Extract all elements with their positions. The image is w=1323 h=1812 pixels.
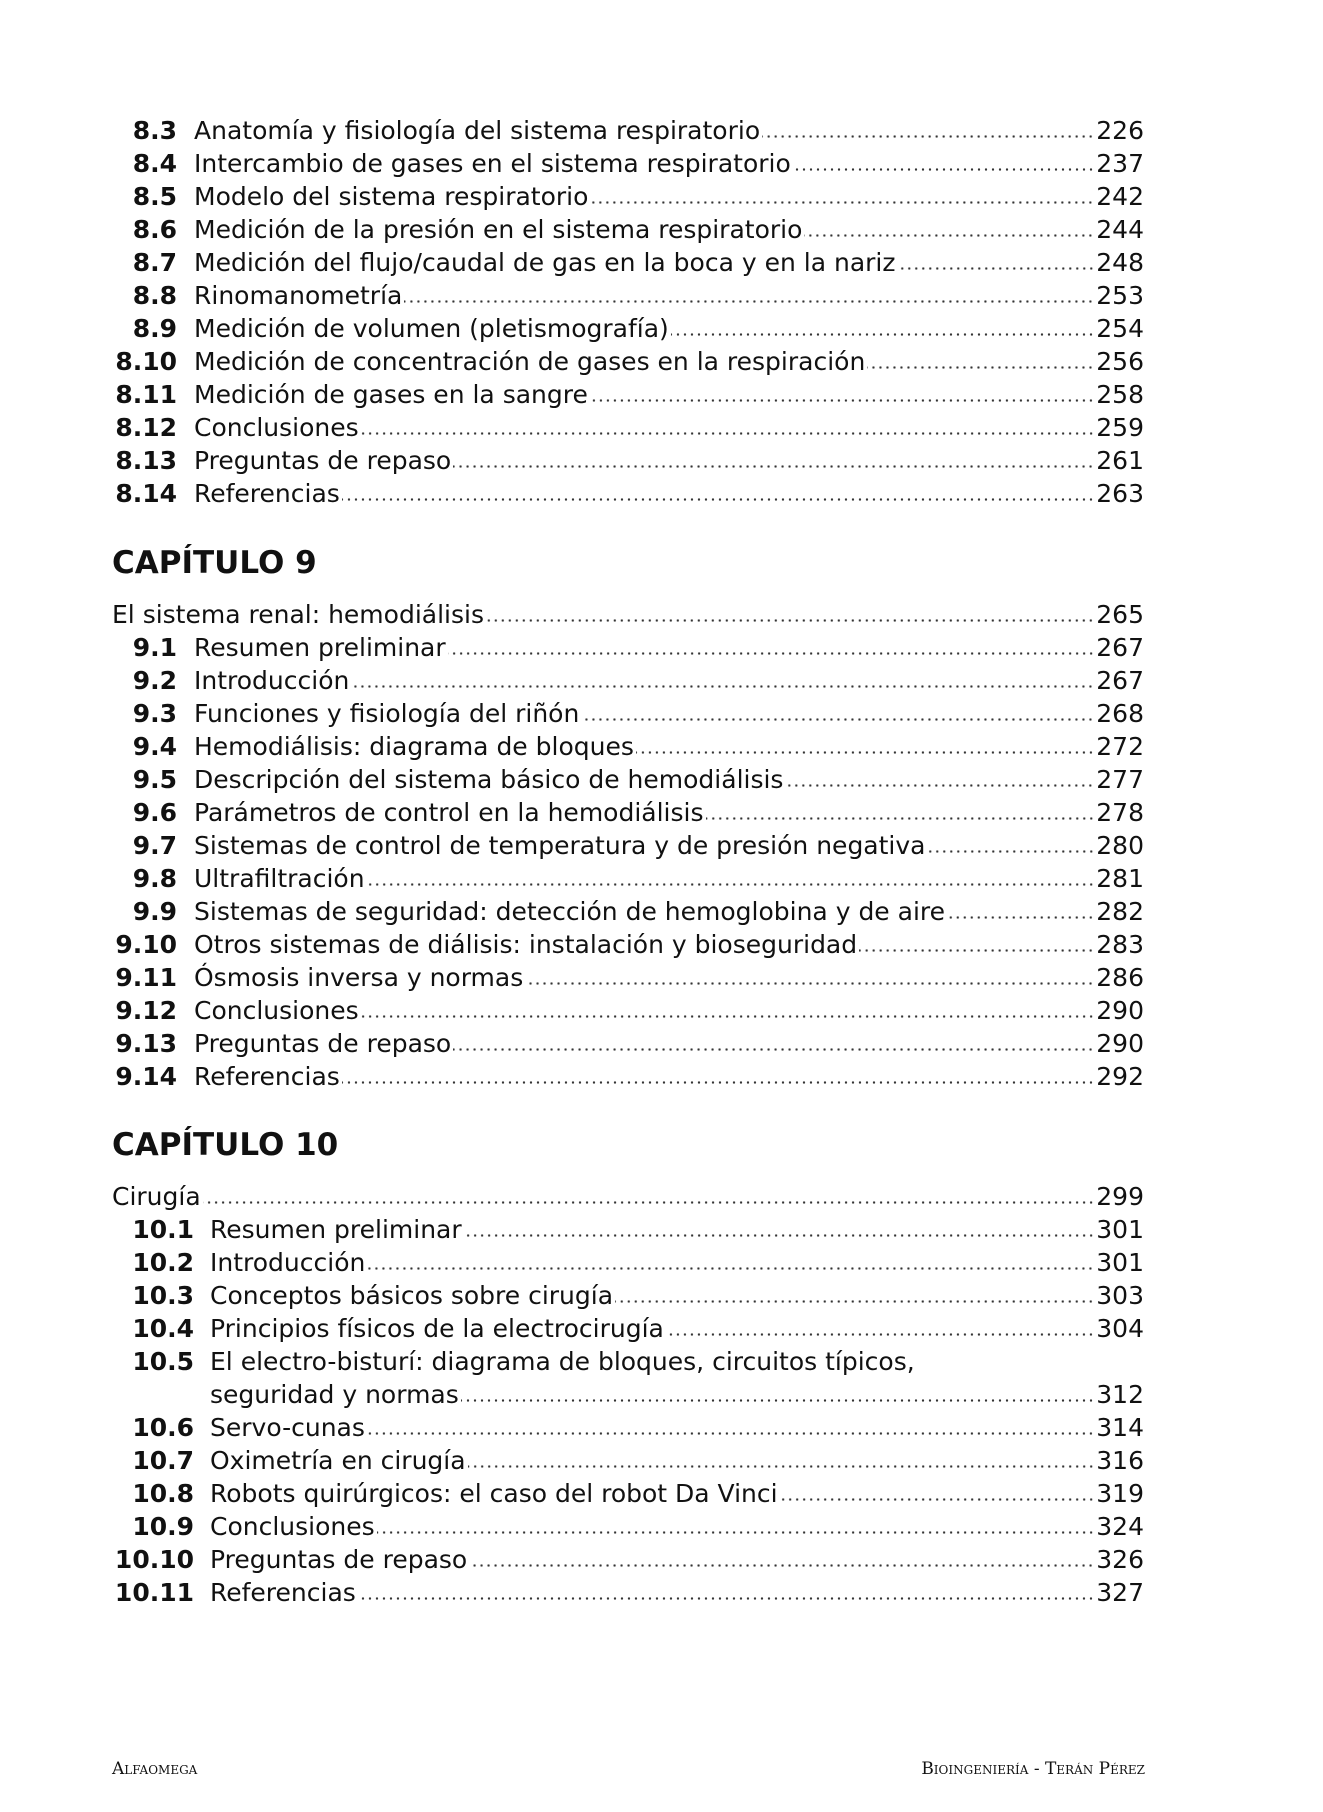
dot-leader	[581, 717, 1094, 722]
dot-leader	[486, 618, 1094, 623]
toc-entry	[112, 312, 1144, 345]
toc-entry-number: 10.10	[114, 1545, 194, 1574]
toc-entry-title: Sistemas de seguridad: detección de hemoglobina y de aire	[194, 897, 946, 926]
toc-entry-title: Cirugía	[112, 1182, 201, 1211]
toc-entry-page: 244	[1096, 215, 1144, 244]
toc-entry-page: 258	[1096, 380, 1144, 409]
dot-leader	[468, 1464, 1095, 1469]
toc-entry-title: Conclusiones	[194, 413, 359, 442]
toc-entry	[112, 147, 1144, 180]
toc-entry-continuation	[112, 1378, 1144, 1411]
toc-entry	[112, 1246, 1144, 1279]
toc-entry-number: 8.13	[115, 446, 177, 475]
toc-entry-number: 8.6	[132, 215, 177, 244]
toc-entry-number: 10.1	[132, 1215, 194, 1244]
dot-leader	[351, 684, 1094, 689]
toc-entry-title: Referencias	[210, 1578, 356, 1607]
toc-entry-page: 267	[1096, 666, 1144, 695]
dot-leader	[453, 464, 1094, 469]
toc-entry-number: 10.11	[114, 1578, 194, 1607]
toc-entry-title: Descripción del sistema básico de hemodiálisis	[194, 765, 784, 794]
toc-entry	[112, 961, 1144, 994]
toc-entry-page: 281	[1096, 864, 1144, 893]
dot-leader	[367, 1266, 1094, 1271]
toc-entry-number: 8.12	[115, 413, 177, 442]
dot-leader	[461, 1398, 1095, 1403]
toc-entry	[112, 1312, 1144, 1345]
toc-entry	[112, 796, 1144, 829]
toc-entry-number: 9.7	[132, 831, 177, 860]
dot-leader	[947, 915, 1094, 920]
dot-leader	[859, 948, 1094, 953]
toc-entry-number: 9.4	[132, 732, 177, 761]
toc-entry-title: Ósmosis inversa y normas	[194, 963, 524, 992]
toc-entry	[112, 477, 1144, 510]
toc-entry-title: Conclusiones	[194, 996, 359, 1025]
toc-entry	[112, 994, 1144, 1027]
toc-entry-page: 226	[1096, 116, 1144, 145]
toc-entry-number: 10.7	[132, 1446, 194, 1475]
footer-book-author: Bioingeniería - Terán Pérez	[921, 1759, 1145, 1779]
dot-leader	[377, 1530, 1095, 1535]
toc-entry-page: 304	[1096, 1314, 1144, 1343]
dot-leader	[671, 332, 1094, 337]
toc-entry-title: Intercambio de gases en el sistema respiratorio	[194, 149, 791, 178]
toc-entry	[112, 1213, 1144, 1246]
toc-entry-title: Medición de concentración de gases en la respiración	[194, 347, 866, 376]
toc-entry-page: 277	[1096, 765, 1144, 794]
dot-leader	[448, 651, 1095, 656]
toc-entry-page: 272	[1096, 732, 1144, 761]
toc-entry-title: Modelo del sistema respiratorio	[194, 182, 589, 211]
toc-entry-title: Funciones y fisiología del riñón	[194, 699, 580, 728]
toc-entry-page: 268	[1096, 699, 1144, 728]
dot-leader	[342, 497, 1094, 502]
toc-entry	[112, 1444, 1144, 1477]
toc-entry-page: 254	[1096, 314, 1144, 343]
toc-entry-number: 8.14	[115, 479, 177, 508]
toc-entry	[112, 180, 1144, 213]
chapter-title-entry	[112, 1180, 1144, 1213]
toc-entry-title: Hemodiálisis: diagrama de bloques	[194, 732, 634, 761]
toc-entry-number: 9.9	[132, 897, 177, 926]
toc-entry-title: Referencias	[194, 479, 340, 508]
footer-publisher: Alfaomega	[112, 1759, 198, 1779]
toc-entry-title: Preguntas de repaso	[210, 1545, 468, 1574]
toc-entry	[112, 411, 1144, 444]
toc-entry-page: 290	[1096, 1029, 1144, 1058]
toc-entry-number: 8.10	[115, 347, 177, 376]
dot-leader	[785, 783, 1094, 788]
dot-leader	[404, 299, 1094, 304]
dot-leader	[928, 849, 1095, 854]
dot-leader	[367, 882, 1095, 887]
toc-entry	[112, 1345, 1144, 1378]
toc-entry-number: 10.5	[132, 1347, 194, 1376]
toc-entry-title: Preguntas de repaso	[194, 1029, 452, 1058]
dot-leader	[361, 1014, 1095, 1019]
toc-entry	[112, 631, 1144, 664]
chapter-10-heading: CAPÍTULO 10	[112, 1127, 339, 1163]
toc-entry-title: Parámetros de control en la hemodiálisis	[194, 798, 704, 827]
toc-entry-page: 280	[1096, 831, 1144, 860]
dot-leader	[780, 1497, 1095, 1502]
dot-leader	[469, 1563, 1094, 1568]
toc-entry-page: 319	[1096, 1479, 1144, 1508]
chapter-title-entry	[112, 598, 1144, 631]
toc-entry-number: 9.14	[115, 1062, 177, 1091]
toc-entry-number: 9.6	[132, 798, 177, 827]
toc-entry	[112, 1510, 1144, 1543]
toc-entry	[112, 862, 1144, 895]
toc-entry-page: 324	[1096, 1512, 1144, 1541]
toc-entry	[112, 246, 1144, 279]
toc-entry-title: Anatomía y fisiología del sistema respiratorio	[194, 116, 761, 145]
dot-leader	[867, 365, 1094, 370]
toc-entry	[112, 1576, 1144, 1609]
toc-entry-page: 237	[1096, 149, 1144, 178]
toc-entry-title: Oximetría en cirugía	[210, 1446, 466, 1475]
toc-entry-number: 9.2	[132, 666, 177, 695]
toc-entry-page: 283	[1096, 930, 1144, 959]
toc-entry-page: 303	[1096, 1281, 1144, 1310]
toc-entry-number: 8.3	[132, 116, 177, 145]
toc-entry-page: 259	[1096, 413, 1144, 442]
toc-entry	[112, 1543, 1144, 1576]
toc-entry	[112, 697, 1144, 730]
toc-entry-page: 261	[1096, 446, 1144, 475]
dot-leader	[203, 1200, 1095, 1205]
toc-entry-title: Resumen preliminar	[194, 633, 446, 662]
toc-entry-number: 9.8	[132, 864, 177, 893]
toc-entry	[112, 1279, 1144, 1312]
dot-leader	[453, 1047, 1094, 1052]
toc-entry-title: Robots quirúrgicos: el caso del robot Da Vinci	[210, 1479, 778, 1508]
toc-entry-page: 301	[1096, 1248, 1144, 1277]
toc-entry-page: 282	[1096, 897, 1144, 926]
toc-entry-title: Resumen preliminar	[210, 1215, 462, 1244]
dot-leader	[358, 1596, 1094, 1601]
dot-leader	[804, 233, 1094, 238]
toc-entry-number: 9.12	[115, 996, 177, 1025]
dot-leader	[590, 200, 1094, 205]
dot-leader	[615, 1299, 1094, 1304]
toc-entry	[112, 444, 1144, 477]
toc-entry-number: 9.3	[132, 699, 177, 728]
dot-leader	[361, 431, 1095, 436]
dot-leader	[793, 167, 1095, 172]
toc-entry	[112, 1411, 1144, 1444]
toc-entry	[112, 279, 1144, 312]
dot-leader	[762, 134, 1094, 139]
dot-leader	[666, 1332, 1094, 1337]
toc-entry-page: 248	[1096, 248, 1144, 277]
toc-entry-title: Medición del flujo/caudal de gas en la boca y en la nariz	[194, 248, 896, 277]
toc-entry-number: 9.11	[115, 963, 177, 992]
toc-entry-number: 10.6	[132, 1413, 194, 1442]
toc-entry-page: 265	[1096, 600, 1144, 629]
toc-entry-page: 327	[1096, 1578, 1144, 1607]
dot-leader	[367, 1431, 1094, 1436]
toc-entry	[112, 213, 1144, 246]
toc-entry	[112, 1477, 1144, 1510]
toc-entry	[112, 928, 1144, 961]
toc-entry-page: 316	[1096, 1446, 1144, 1475]
dot-leader	[590, 398, 1094, 403]
toc-entry-number: 10.2	[132, 1248, 194, 1277]
toc-entry	[112, 763, 1144, 796]
toc-entry	[112, 1027, 1144, 1060]
toc-entry-number: 10.8	[132, 1479, 194, 1508]
toc-entry-title: Principios físicos de la electrocirugía	[210, 1314, 664, 1343]
toc-entry-page: 278	[1096, 798, 1144, 827]
toc-entry	[112, 895, 1144, 928]
toc-entry-title: El sistema renal: hemodiálisis	[112, 600, 484, 629]
toc-entry-title: Medición de la presión en el sistema respiratorio	[194, 215, 803, 244]
chapter-8-entries	[112, 114, 1144, 510]
toc-entry-title: Introducción	[194, 666, 350, 695]
toc-entry-title: Medición de volumen (pletismografía)	[194, 314, 669, 343]
toc-entry-number: 8.4	[132, 149, 177, 178]
toc-entry-number: 10.3	[132, 1281, 194, 1310]
chapter-9-heading: CAPÍTULO 9	[112, 545, 317, 581]
toc-entry	[112, 345, 1144, 378]
toc-entry-number: 10.4	[132, 1314, 194, 1343]
toc-entry-title: Conclusiones	[210, 1512, 375, 1541]
toc-entry-number: 8.7	[132, 248, 177, 277]
toc-entry-page: 312	[1096, 1380, 1144, 1409]
toc-entry-number: 8.11	[115, 380, 177, 409]
toc-entry-page: 256	[1096, 347, 1144, 376]
dot-leader	[464, 1233, 1095, 1238]
toc-entry	[112, 730, 1144, 763]
dot-leader	[525, 981, 1094, 986]
toc-entry	[112, 114, 1144, 147]
toc-entry-title: Otros sistemas de diálisis: instalación y bioseguridad	[194, 930, 858, 959]
toc-entry-title: Servo-cunas	[210, 1413, 365, 1442]
toc-entry-title: Preguntas de repaso	[194, 446, 452, 475]
toc-entry-page: 290	[1096, 996, 1144, 1025]
toc-entry	[112, 378, 1144, 411]
toc-entry-page: 253	[1096, 281, 1144, 310]
chapter-9-entries	[112, 598, 1144, 1093]
toc-entry-title: Referencias	[194, 1062, 340, 1091]
toc-entry-title: El electro-bisturí: diagrama de bloques, circuitos típicos,	[210, 1347, 915, 1376]
toc-entry-title: Ultrafiltración	[194, 864, 365, 893]
toc-entry-page: 314	[1096, 1413, 1144, 1442]
dot-leader	[342, 1080, 1094, 1085]
toc-entry-number: 10.9	[132, 1512, 194, 1541]
toc-entry-page: 326	[1096, 1545, 1144, 1574]
toc-entry	[112, 1060, 1144, 1093]
toc-entry-page: 267	[1096, 633, 1144, 662]
dot-leader	[636, 750, 1094, 755]
dot-leader	[898, 266, 1095, 271]
toc-entry-page: 242	[1096, 182, 1144, 211]
toc-entry-title: Medición de gases en la sangre	[194, 380, 588, 409]
toc-entry-page: 263	[1096, 479, 1144, 508]
toc-entry-title: Conceptos básicos sobre cirugía	[210, 1281, 614, 1310]
toc-entry-number: 9.13	[115, 1029, 177, 1058]
toc-entry-page: 301	[1096, 1215, 1144, 1244]
dot-leader	[706, 816, 1095, 821]
toc-entry-number: 8.9	[132, 314, 177, 343]
toc-entry-title: Introducción	[210, 1248, 366, 1277]
toc-entry	[112, 664, 1144, 697]
toc-entry-page: 299	[1096, 1182, 1144, 1211]
toc-entry-title: Rinomanometría	[194, 281, 403, 310]
toc-entry-page: 286	[1096, 963, 1144, 992]
toc-entry-number: 9.10	[115, 930, 177, 959]
chapter-10-entries	[112, 1180, 1144, 1609]
toc-entry-number: 9.1	[132, 633, 177, 662]
toc-entry-number: 8.8	[132, 281, 177, 310]
toc-entry-number: 8.5	[132, 182, 177, 211]
toc-entry-title: seguridad y normas	[210, 1380, 459, 1409]
toc-entry-page: 292	[1096, 1062, 1144, 1091]
toc-entry-title: Sistemas de control de temperatura y de presión negativa	[194, 831, 926, 860]
toc-entry-number: 9.5	[132, 765, 177, 794]
toc-entry	[112, 829, 1144, 862]
